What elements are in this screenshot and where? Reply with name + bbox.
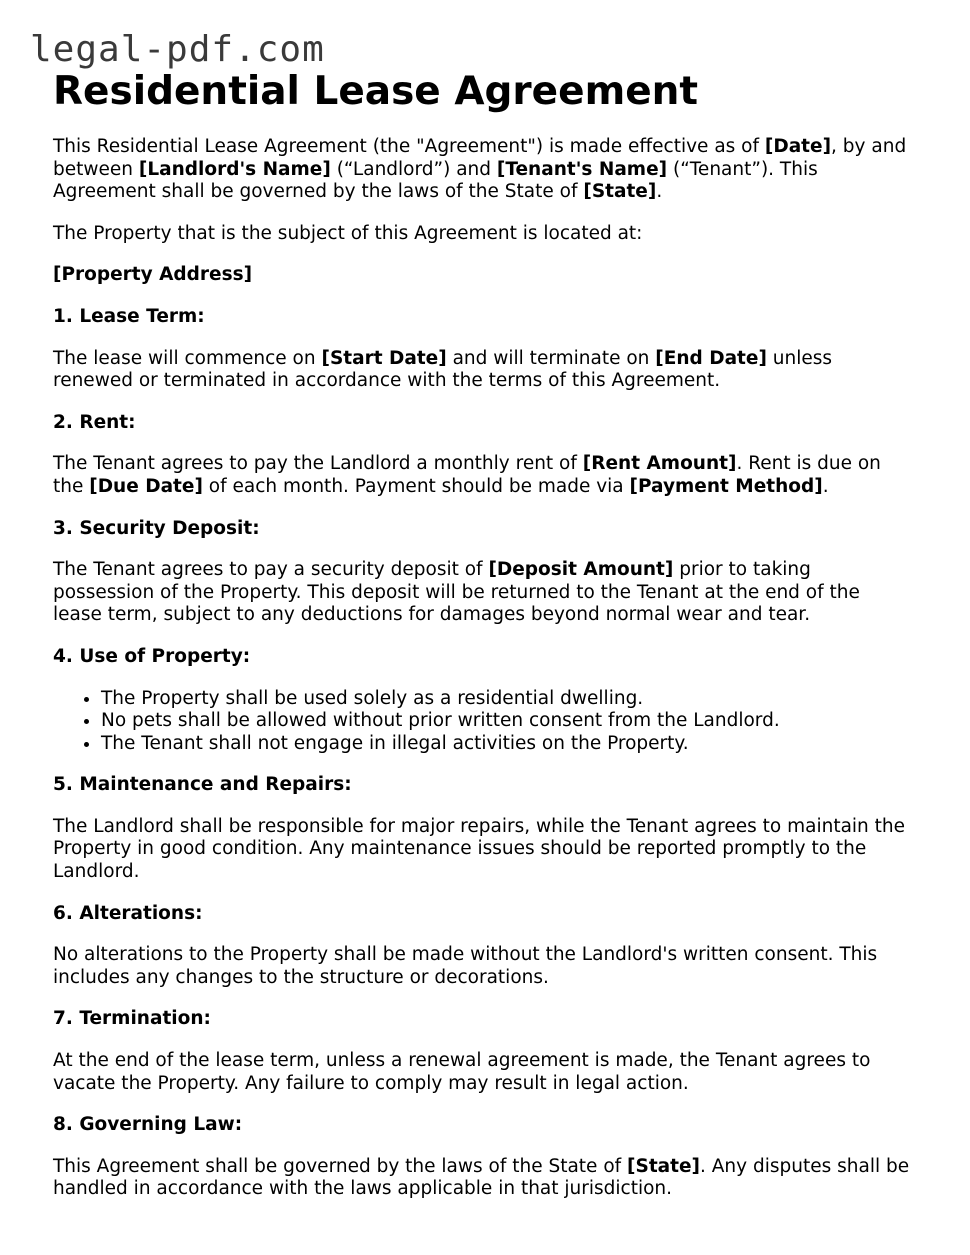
rent-amount-placeholder: [Rent Amount] — [582, 453, 737, 475]
section-heading-lease-term: 1. Lease Term: — [53, 305, 205, 327]
list-item: • No pets shall be allowed without prior written consent from the Landlord. — [101, 710, 913, 733]
payment-method-placeholder: [Payment Method] — [629, 475, 823, 497]
lease-term-paragraph: The lease will commence on [Start Date] and will terminate on [End Date] unless renewed or terminated in accordance with the terms of this Agreement. — [53, 347, 833, 392]
section-heading-governing-law: 8. Governing Law: — [53, 1114, 243, 1136]
section-heading-use-of-property: 4. Use of Property: — [53, 645, 251, 667]
alterations-paragraph: No alterations to the Property shall be made without the Landlord's written consent. This includes any changes to the structure or decorations. — [53, 944, 878, 988]
end-date-placeholder: [End Date] — [655, 347, 767, 369]
list-item: • The Property shall be used solely as a residential dwelling. — [101, 688, 913, 711]
date-placeholder: [Date] — [764, 136, 832, 157]
section-heading-rent: 2. Rent: — [53, 411, 136, 433]
property-intro: The Property that is the subject of this Agreement is located at: — [53, 222, 643, 244]
termination-paragraph: At the end of the lease term, unless a renewal agreement is made, the Tenant agrees to vacate the Property. Any failure to comply may result in legal action. — [53, 1050, 871, 1094]
governing-law-paragraph: This Agreement shall be governed by the laws of the State of [State]. Any disputes shall be handled in accordance with the laws applicable in that jurisdiction. — [53, 1155, 910, 1200]
state-placeholder: [State] — [627, 1155, 700, 1177]
use-of-property-list — [53, 688, 913, 756]
section-heading-termination: 7. Termination: — [53, 1008, 211, 1030]
maintenance-paragraph: The Landlord shall be responsible for major repairs, while the Tenant agrees to maintain the Property in good condition. Any maintenance issues should be reported promptly to the Landlord. — [53, 815, 906, 883]
deposit-amount-placeholder: [Deposit Amount] — [488, 559, 674, 581]
document-title: Residential Lease Agreement — [53, 69, 699, 114]
watermark-text: legal-pdf.com — [30, 29, 325, 70]
section-heading-security-deposit: 3. Security Deposit: — [53, 517, 260, 539]
section-heading-alterations: 6. Alterations: — [53, 902, 203, 924]
list-item: • The Tenant shall not engage in illegal activities on the Property. — [101, 733, 913, 756]
start-date-placeholder: [Start Date] — [321, 347, 447, 369]
state-placeholder: [State] — [583, 181, 657, 203]
property-address-placeholder: [Property Address] — [53, 264, 253, 286]
tenant-name-placeholder: [Tenant's Name] — [496, 158, 668, 180]
landlord-name-placeholder: [Landlord's Name] — [138, 158, 331, 180]
section-heading-maintenance: 5. Maintenance and Repairs: — [53, 774, 352, 796]
intro-paragraph: This Residential Lease Agreement (the "Agreement") is made effective as of [Date], by and between [Landlord's Name] (“Landlord”) and [Tenant's Name] (“Tenant”). This Agreement shall be governed by the laws of the State of [State]. — [53, 136, 907, 203]
rent-paragraph: The Tenant agrees to pay the Landlord a monthly rent of [Rent Amount]. Rent is due on the [Due Date] of each month. Payment should be made via [Payment Method]. — [53, 453, 881, 497]
security-deposit-paragraph: The Tenant agrees to pay a security deposit of [Deposit Amount] prior to taking possession of the Property. This deposit will be returned to the Tenant at the end of the lease term, subject to any deductions for damages beyond normal wear and tear. — [53, 559, 860, 626]
document-page — [53, 68, 913, 1201]
due-date-placeholder: [Due Date] — [89, 475, 203, 497]
